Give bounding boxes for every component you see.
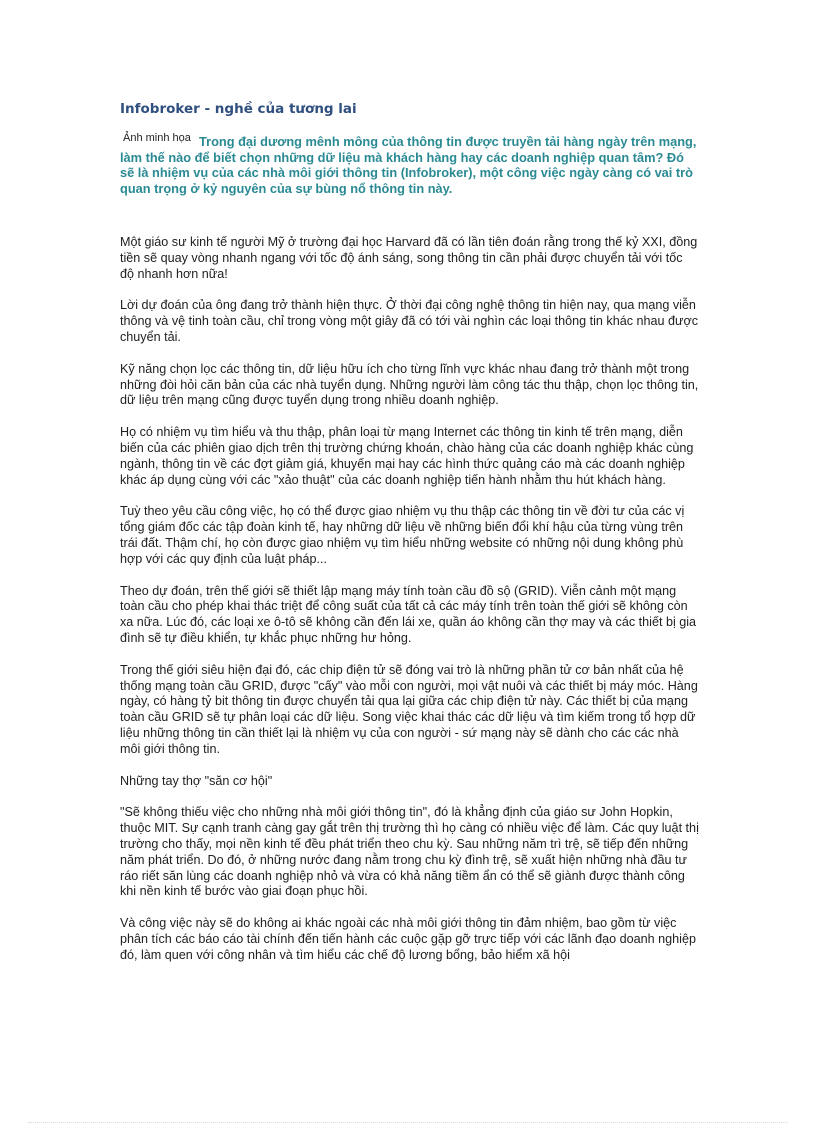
body-paragraph: Theo dự đoán, trên thế giới sẽ thiết lập mạng máy tính toàn cầu đồ sộ (GRID). Viễn cảnh một mạng toàn cầu cho phép khai thác triệt để công suất của tất cả các máy tính trên toàn thế giới sẽ không còn xa nữa. Lúc đó, các loại xe ô-tô sẽ không cần đến lái xe, quần áo không cần thợ may và các thiết bị gia đình sẽ tự điều khiển, tự khắc phục những hư hỏng. <box>120 583 697 645</box>
body-paragraph: "Sẽ không thiếu việc cho những nhà môi giới thông tin", đó là khẳng định của giáo sư John Hopkin, thuộc MIT. Sự cạnh tranh càng gay gắt trên thị trường thì họ càng có nhiều việc để làm. Các quy luật thị trường cho thấy, mọi nền kinh tế đều phát triển theo chu kỳ. Sau những năm trì trệ, sẽ tiếp đến những năm phát triển. Do đó, ở những nước đang nằm trong chu kỳ đình trệ, sẽ xuất hiện những nhà đầu tư ráo riết săn lùng các doanh nghiệp nhỏ và vừa có khả năng tiềm ẩn có thể sẽ giành được thành công khi nền kinh tế bước vào giai đoạn phục hồi. <box>120 805 699 899</box>
intro-block <box>120 134 700 196</box>
document-page <box>120 100 700 979</box>
body-paragraph: Tuỳ theo yêu cầu công việc, họ có thể được giao nhiệm vụ thu thập các thông tin về đời tư của các vị tổng giám đốc các tập đoàn kinh tế, hay những dữ liệu về những biến đổi khí hậu của từng vùng trên trái đất. Thậm chí, họ còn được giao nhiệm vụ tìm hiểu những website có những nội dung không phù hợp với các quy định của luật pháp... <box>120 504 685 566</box>
body-paragraph: Lời dự đoán của ông đang trở thành hiện thực. Ở thời đại công nghệ thông tin hiện nay, qua mạng viễn thông và vệ tinh toàn cầu, chỉ trong vòng một giây đã có tới vài nghìn các loại thông tin khác nhau được chuyển tải. <box>120 298 699 344</box>
body-paragraph: Kỹ năng chọn lọc các thông tin, dữ liệu hữu ích cho từng lĩnh vực khác nhau đang trở thành một trong những đòi hỏi căn bản của các nhà tuyển dụng. Những người làm công tác thu thập, chọn lọc thông tin, dữ liệu trên mạng cũng được tuyển dụng trong nhiều doanh nghiệp. <box>120 361 699 408</box>
section-heading: Những tay thợ "săn cơ hội" <box>120 773 273 788</box>
body-paragraph: Và công việc này sẽ do không ai khác ngoài các nhà môi giới thông tin đảm nhiệm, bao gồm từ việc phân tích các báo cáo tài chính đến tiến hành các cuộc gặp gỡ trực tiếp với các lãnh đạo doanh nghiệp đó, làm quen với công nhân và tìm hiểu các chế độ lương bổng, bảo hiểm xã hội <box>120 916 696 962</box>
lead-paragraph: Trong đại dương mênh mông của thông tin được truyền tải hàng ngày trên mạng, làm thế nào để biết chọn những dữ liệu mà khách hàng hay các doanh nghiệp quan tâm? Đó sẽ là nhiệm vụ của các nhà môi giới thông tin (Infobroker), một công việc ngày càng có vai trò quan trọng ở kỷ nguyên của sự bùng nổ thông tin này. <box>120 134 697 196</box>
image-caption: Ảnh minh họa <box>123 132 191 144</box>
body-paragraph: Trong thế giới siêu hiện đại đó, các chip điện tử sẽ đóng vai trò là những phần tử cơ bản nhất của hệ thống mạng toàn cầu GRID, được "cấy" vào mỗi con người, mọi vật nuôi và các thiết bị máy móc. Hàng ngày, có hàng tỷ bit thông tin được chuyển tải qua lại giữa các chip điện tử này. Các thiết bị của mạng toàn cầu GRID sẽ tự phân loại các dữ liệu. Song việc khai thác các dữ liệu và tìm kiếm trong tổ hợp dữ liệu những thông tin cần thiết lại là nhiệm vụ của con người - sứ mạng này sẽ dành cho các các nhà môi giới thông tin. <box>120 662 698 756</box>
article-title: Infobroker - nghề của tương lai <box>120 101 357 117</box>
body-paragraph: Một giáo sư kinh tế người Mỹ ở trường đại học Harvard đã có lần tiên đoán rằng trong thế kỷ XXI, đồng tiền sẽ quay vòng nhanh ngang với tốc độ ánh sáng, song thông tin cần phải được chuyển tải với tốc độ nhanh hơn nữa! <box>120 235 698 281</box>
body-paragraph: Họ có nhiệm vụ tìm hiểu và thu thập, phân loại từ mạng Internet các thông tin kinh tế trên mạng, diễn biến của các phiên giao dịch trên thị trường chứng khoán, chào hàng của các doanh nghiệp khác cùng ngành, thông tin về các đợt giảm giá, khuyến mại hay các hình thức quảng cáo mà các doanh nghiệp khác áp dụng cùng với các "xảo thuật" của các doanh nghiệp tiến hành nhằm thu hút khách hàng. <box>120 425 694 487</box>
